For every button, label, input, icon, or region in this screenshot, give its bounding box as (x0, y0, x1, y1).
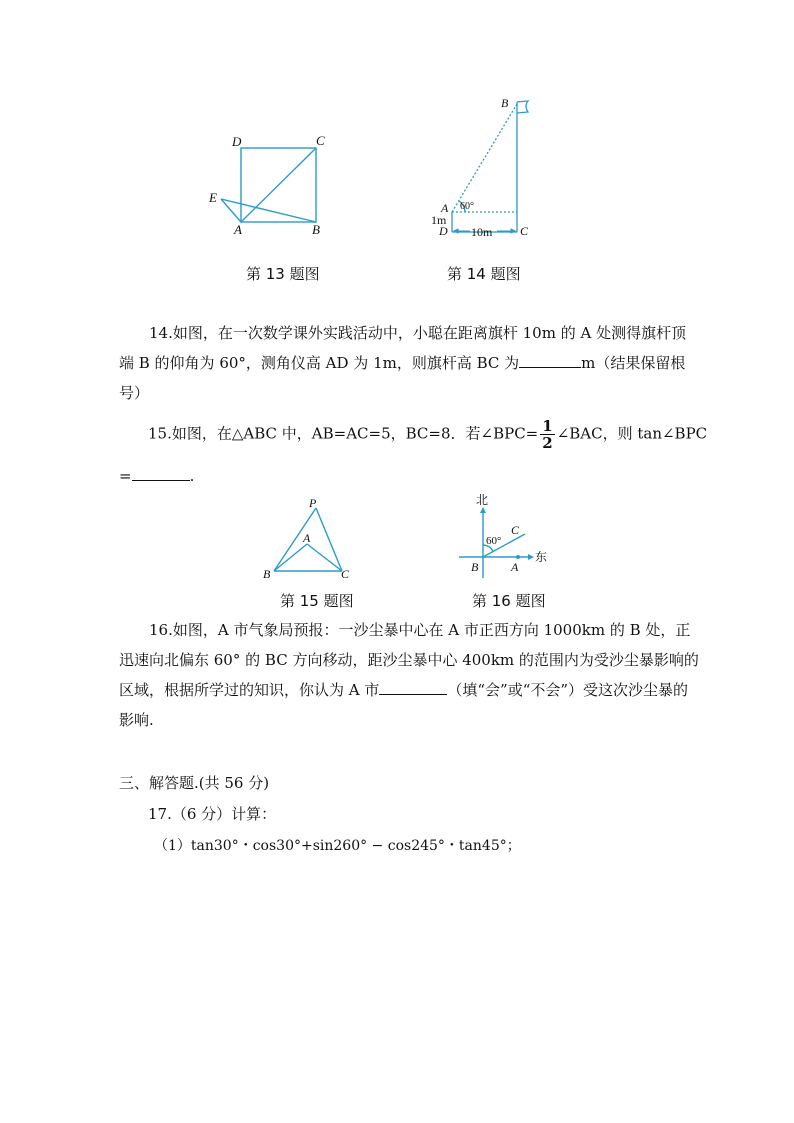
segment-eb (221, 199, 316, 222)
label-angle: 60° (460, 201, 474, 212)
figure-15 (258, 494, 358, 584)
q14-text: 14.如图，在一次数学课外实践活动中，小聪在距离旗杆 10m 的 A 处测得旗杆顶端 B 的仰角为 60°，测角仪高 AD 为 1m，则旗杆高 BC 为 (119, 324, 687, 372)
label-east: 东 (535, 550, 548, 564)
segment-ab (274, 544, 307, 571)
flag (517, 101, 528, 113)
q15-text: 15.如图，在△ABC 中，AB=AC=5，BC=8．若∠BPC= (148, 424, 539, 443)
figure-16 (455, 494, 555, 584)
question-15-line2 (119, 466, 194, 485)
caption-fig16: 第 16 题图 (472, 592, 546, 610)
sightline-ab (452, 104, 517, 212)
q15-text-after: ∠BAC，则 tan∠BPC (556, 424, 708, 443)
label-a: A (441, 201, 449, 215)
question-15 (148, 418, 707, 451)
label-d: D (439, 224, 448, 238)
label-a: A (303, 531, 311, 545)
label-c: C (316, 133, 325, 148)
question-16 (119, 615, 699, 735)
q15-equals: = (119, 467, 132, 485)
q15-answer-blank[interactable] (132, 466, 190, 481)
north-arrow (480, 507, 486, 513)
label-p: P (309, 496, 317, 510)
label-b: B (501, 96, 509, 110)
label-c: C (511, 523, 520, 537)
question-17-title: 17.（6 分）计算： (148, 805, 277, 823)
q16-text-after: （填“会”或“不会”）受这次沙尘暴的影响. (119, 681, 689, 729)
q16-answer-blank[interactable] (379, 680, 447, 695)
label-e: E (209, 190, 217, 205)
q15-period: . (189, 467, 195, 485)
question-14 (119, 318, 699, 408)
label-north: 北 (476, 494, 489, 507)
q16-text: 16.如图，A 市气象局预报：一沙尘暴中心在 A 市正西方向 1000km 的 B 处，正迅速向北偏东 60° 的 BC 方向移动，距沙尘暴中心 400km 的范围内为受沙尘暴影响的区域，根据所学过的知识，你认为 A 市 (119, 621, 699, 699)
diagonal-ac (241, 148, 316, 222)
label-c: C (341, 567, 350, 581)
caption-fig14: 第 14 题图 (447, 265, 521, 283)
label-angle: 60° (486, 535, 502, 547)
label-height: 1m (431, 213, 447, 227)
east-arrow (528, 554, 534, 560)
question-17-part1: （1）tan30°・cos30°+sin260° − cos245°・tan45°； (154, 838, 521, 854)
q14-text-after: m（结果保留根号） (119, 354, 686, 402)
figure-13 (200, 128, 340, 243)
point-a (516, 555, 520, 559)
label-a: A (234, 222, 242, 237)
fraction-one-half (540, 418, 554, 451)
caption-fig15: 第 15 题图 (280, 592, 354, 610)
label-b: B (471, 560, 479, 574)
q14-answer-blank[interactable] (519, 353, 581, 368)
label-c: C (520, 224, 529, 238)
label-b: B (312, 222, 320, 237)
label-d: D (232, 134, 242, 149)
figure-14 (425, 92, 545, 242)
label-a: A (511, 560, 519, 574)
fraction-denominator: 2 (542, 434, 553, 452)
label-distance: 10m (471, 225, 493, 239)
fraction-numerator: 1 (542, 417, 553, 435)
section-3-heading: 三、解答题.(共 56 分) (119, 774, 270, 792)
label-b: B (263, 567, 271, 581)
caption-fig13: 第 13 题图 (246, 265, 320, 283)
